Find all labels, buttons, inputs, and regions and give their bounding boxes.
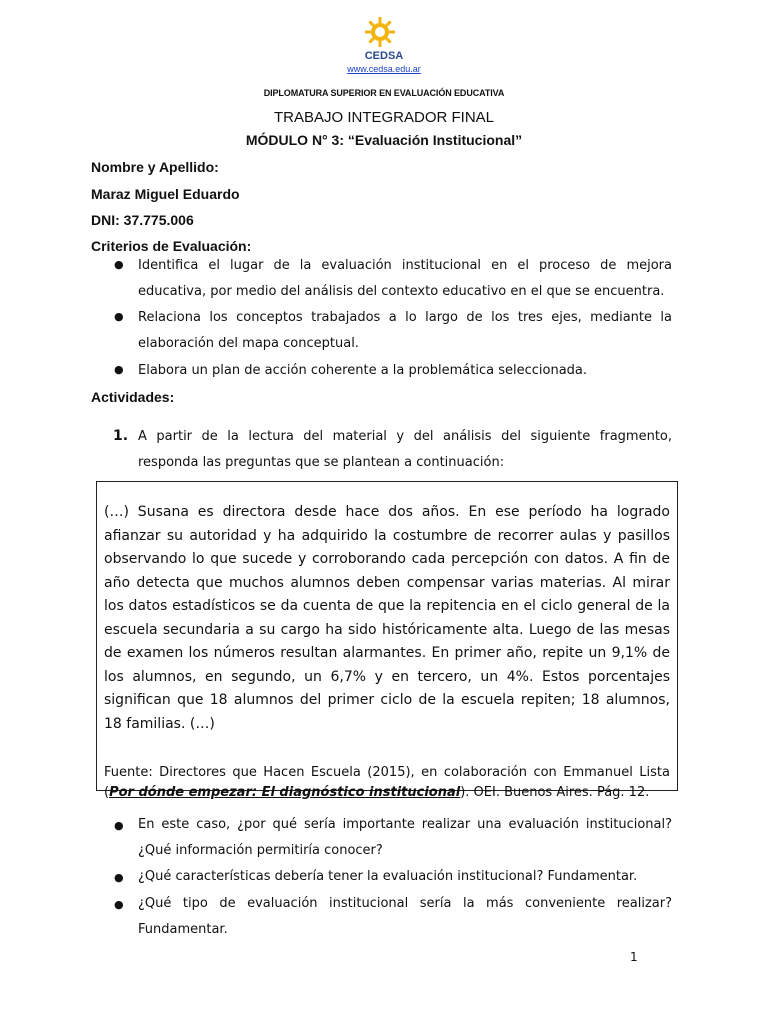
- name-value: Maraz Miguel Eduardo: [91, 186, 240, 202]
- excerpt-source: [104, 763, 670, 803]
- criteria-item: Identifica el lugar de la evaluación institucional en el proceso de mejora educativa, por medio del análisis del contexto educativo en el que se encuentra.: [138, 258, 672, 299]
- activity-number: 1.: [113, 428, 129, 444]
- criteria-item: Elabora un plan de acción coherente a la problemática seleccionada.: [138, 363, 588, 378]
- source-suffix: ). OEI. Buenos Aires. Pág. 12.: [460, 785, 650, 800]
- sun-logo-icon: [364, 16, 396, 48]
- question-item: En este caso, ¿por qué sería importante realizar una evaluación institucional? ¿Qué información permitiría conocer?: [138, 817, 672, 858]
- logo-url-link[interactable]: www.cedsa.edu.ar: [347, 64, 421, 74]
- dni-value: DNI: 37.775.006: [91, 212, 194, 228]
- question-item: ¿Qué tipo de evaluación institucional sería la más conveniente realizar? Fundamentar.: [138, 896, 672, 937]
- logo-name: CEDSA: [364, 50, 404, 62]
- cedsa-logo: [364, 16, 396, 48]
- criteria-item: Relaciona los conceptos trabajados a lo largo de los tres ejes, mediante la elaboración del mapa conceptual.: [138, 310, 672, 351]
- name-label: Nombre y Apellido:: [91, 159, 219, 175]
- document-title: TRABAJO INTEGRADOR FINAL: [273, 109, 495, 126]
- bullet-icon: ●: [114, 310, 124, 323]
- excerpt-text: (…) Susana es directora desde hace dos años. En ese período ha logrado afianzar su autoridad y ha adquirido la costumbre de recorrer aulas y pasillos observando lo que sucede y corroborando cada percepción con datos. A fin de año detecta que muchos alumnos deben compensar varias materias. Al mirar los datos estadísticos se da cuenta de que la repitencia en el ciclo general de la escuela secundaria a su cargo ha sido históricamente alta. Luego de las mesas de examen los números resultan alarmantes. En primer año, repite un 9,1% de los alumnos, en segundo, un 6,7% y en tercero, un 4%. Estos porcentajes significan que 18 alumnos del primer ciclo de la escuela repiten; 18 alumnos, 18 familias. (…): [104, 504, 670, 732]
- question-item: ¿Qué características debería tener la evaluación institucional? Fundamentar.: [138, 869, 638, 884]
- criteria-heading: Criterios de Evaluación:: [91, 238, 252, 254]
- bullet-icon: ●: [114, 258, 124, 271]
- program-name: DIPLOMATURA SUPERIOR EN EVALUACIÓN EDUCATIVA: [263, 88, 505, 98]
- source-title: Por dónde empezar: El diagnóstico institucional: [109, 785, 461, 800]
- bullet-icon: ●: [114, 363, 124, 376]
- activity-intro: A partir de la lectura del material y del análisis del siguiente fragmento, responda las preguntas que se plantean a continuación:: [138, 429, 672, 470]
- page-number: 1: [630, 950, 638, 964]
- bullet-icon: ●: [114, 819, 124, 832]
- module-title: MÓDULO N° 3: “Evaluación Institucional”: [245, 132, 523, 148]
- activities-heading: Actividades:: [91, 389, 175, 405]
- bullet-icon: ●: [114, 871, 124, 884]
- excerpt-box: [96, 481, 678, 800]
- bullet-icon: ●: [114, 898, 124, 911]
- source-prefix: Fuente: Directores que Hacen Escuela (2015), en colaboración con Emmanuel Lista (: [104, 765, 670, 800]
